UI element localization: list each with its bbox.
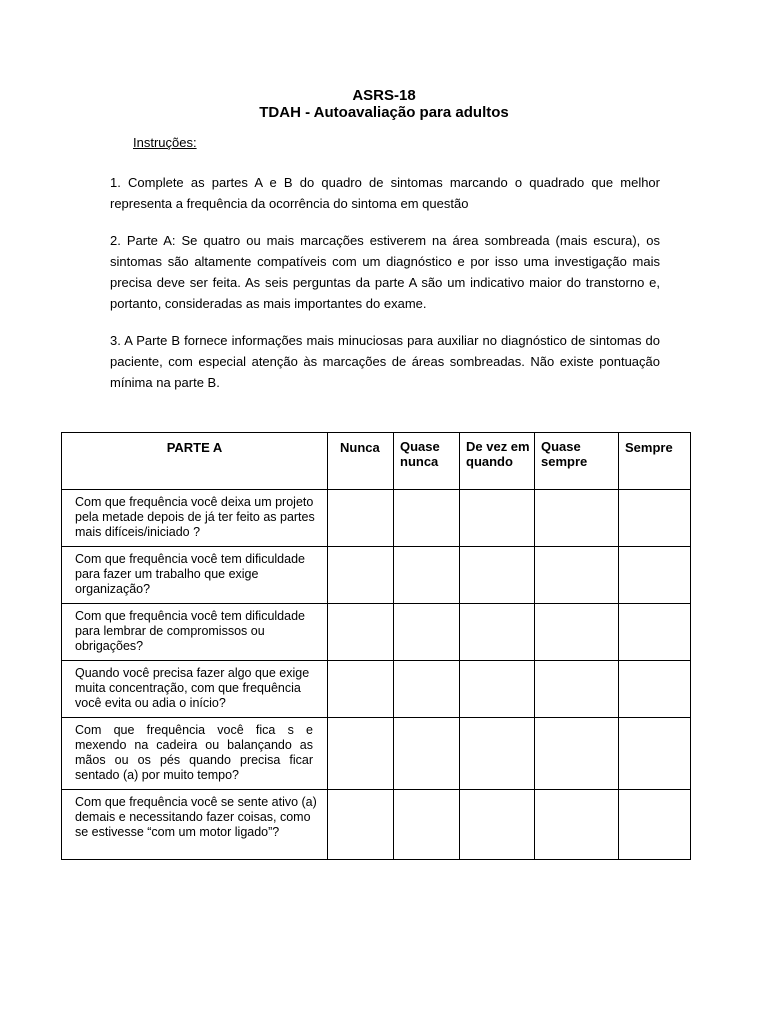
question-3: Com que frequência você tem dificuldade para lembrar de compromissos ou obrigações? <box>62 604 328 661</box>
answer-cell-quase-nunca[interactable] <box>394 604 460 661</box>
answer-cell-quase-sempre[interactable] <box>535 661 619 718</box>
answer-cell-sempre[interactable] <box>619 790 691 860</box>
answer-cell-sempre[interactable] <box>619 547 691 604</box>
header-quase-nunca: Quase nunca <box>394 433 460 490</box>
answer-cell-nunca[interactable] <box>328 661 394 718</box>
header-de-vez-em-quando: De vez em quando <box>460 433 535 490</box>
answer-cell-nunca[interactable] <box>328 790 394 860</box>
question-2: Com que frequência você tem dificuldade para fazer um trabalho que exige organização? <box>62 547 328 604</box>
answer-cell-nunca[interactable] <box>328 718 394 790</box>
answer-cell-sempre[interactable] <box>619 604 691 661</box>
instruction-2: 2. Parte A: Se quatro ou mais marcações estiverem na área sombreada (mais escura), os sintomas são altamente compatíveis com um diagnóstico e por isso uma investigação mais precisa deve ser feita. As seis perguntas da parte A são um indicativo maior do transtorno e, portanto, consideradas as mais importantes do exame. <box>110 233 660 311</box>
answer-cell-quase-sempre[interactable] <box>535 547 619 604</box>
table-row <box>62 604 691 661</box>
instruction-3: 3. A Parte B fornece informações mais minuciosas para auxiliar no diagnóstico de sintomas do paciente, com especial atenção às marcações de áreas sombreadas. Não existe pontuação mínima na parte B. <box>110 333 660 390</box>
answer-cell-de-vez-em-quando[interactable] <box>460 790 535 860</box>
answer-cell-quase-sempre[interactable] <box>535 790 619 860</box>
table-row <box>62 661 691 718</box>
answer-cell-quase-sempre[interactable] <box>535 490 619 547</box>
document-subtitle: TDAH - Autoavaliação para adultos <box>259 104 509 121</box>
question-1: Com que frequência você deixa um projeto pela metade depois de já ter feito as partes mais difíceis/iniciado ? <box>62 490 328 547</box>
header-parte-a: PARTE A <box>62 433 328 490</box>
instructions-label: Instruções: <box>133 135 197 150</box>
answer-cell-nunca[interactable] <box>328 547 394 604</box>
symptom-table-part-a <box>61 432 691 860</box>
answer-cell-quase-nunca[interactable] <box>394 490 460 547</box>
answer-cell-quase-sempre[interactable] <box>535 718 619 790</box>
answer-cell-sempre[interactable] <box>619 718 691 790</box>
header-sempre: Sempre <box>619 433 691 490</box>
answer-cell-de-vez-em-quando[interactable] <box>460 490 535 547</box>
question-5: Com que frequência você fica s e mexendo na cadeira ou balançando as mãos ou os pés quando precisa ficar sentado (a) por muito tempo? <box>62 718 328 790</box>
answer-cell-quase-nunca[interactable] <box>394 547 460 604</box>
header-quase-sempre: Quase sempre <box>535 433 619 490</box>
header-nunca: Nunca <box>328 433 394 490</box>
answer-cell-de-vez-em-quando[interactable] <box>460 661 535 718</box>
answer-cell-sempre[interactable] <box>619 661 691 718</box>
table-row <box>62 790 691 860</box>
question-6: Com que frequência você se sente ativo (a) demais e necessitando fazer coisas, como se estivesse “com um motor ligado”? <box>62 790 328 860</box>
answer-cell-nunca[interactable] <box>328 604 394 661</box>
answer-cell-de-vez-em-quando[interactable] <box>460 604 535 661</box>
answer-cell-quase-sempre[interactable] <box>535 604 619 661</box>
answer-cell-de-vez-em-quando[interactable] <box>460 547 535 604</box>
instruction-1: 1. Complete as partes A e B do quadro de sintomas marcando o quadrado que melhor representa a frequência da ocorrência do sintoma em questão <box>110 175 660 211</box>
document-title: ASRS-18 <box>352 87 416 104</box>
table-row <box>62 718 691 790</box>
answer-cell-sempre[interactable] <box>619 490 691 547</box>
answer-cell-de-vez-em-quando[interactable] <box>460 718 535 790</box>
answer-cell-quase-nunca[interactable] <box>394 790 460 860</box>
table-row <box>62 490 691 547</box>
table-row <box>62 547 691 604</box>
answer-cell-nunca[interactable] <box>328 490 394 547</box>
answer-cell-quase-nunca[interactable] <box>394 661 460 718</box>
answer-cell-quase-nunca[interactable] <box>394 718 460 790</box>
table-header-row <box>62 433 691 490</box>
question-4: Quando você precisa fazer algo que exige muita concentração, com que frequência você evita ou adia o início? <box>62 661 328 718</box>
